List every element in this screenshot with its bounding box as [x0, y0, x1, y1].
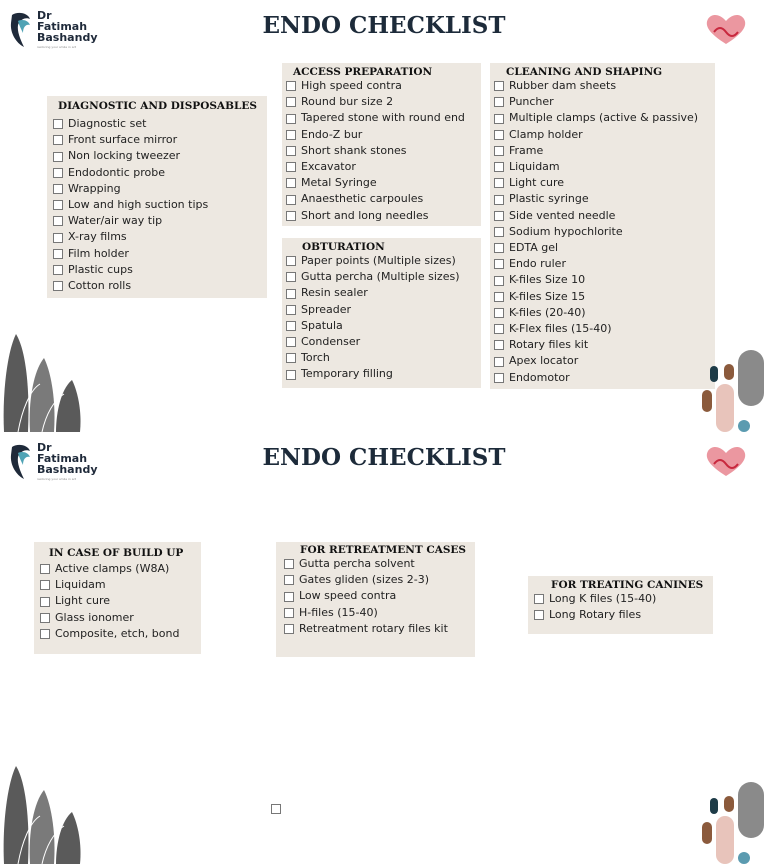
checklist-item[interactable]: Front surface mirror [53, 132, 267, 148]
checkbox[interactable] [494, 97, 504, 107]
checklist-item[interactable]: Rubber dam sheets [494, 78, 715, 94]
checkbox[interactable] [494, 259, 504, 269]
checkbox[interactable] [286, 289, 296, 299]
checklist-item[interactable]: Gutta percha solvent [284, 556, 475, 572]
checkbox[interactable] [494, 162, 504, 172]
checklist-item[interactable]: Puncher [494, 94, 715, 110]
checklist-item[interactable]: Water/air way tip [53, 213, 267, 229]
checkbox[interactable] [284, 559, 294, 569]
checklist-item[interactable]: Round bur size 2 [286, 94, 481, 110]
brand-name: Dr Fatimah Bashandy [37, 441, 98, 476]
checklist-item[interactable]: Wrapping [53, 181, 267, 197]
checkbox[interactable] [40, 564, 50, 574]
checkbox[interactable] [286, 178, 296, 188]
section-heading: FOR RETREATMENT CASES [300, 544, 467, 556]
checklist-item[interactable]: Tapered stone with round end [286, 110, 481, 126]
stones-decoration [700, 782, 768, 864]
section-heading: OBTURATION [302, 241, 385, 253]
section-heading: IN CASE OF BUILD UP [49, 547, 184, 559]
checkbox[interactable] [53, 184, 63, 194]
build-up-section [34, 542, 201, 654]
checkbox[interactable] [286, 114, 296, 124]
checkbox[interactable] [53, 200, 63, 210]
checklist-item[interactable]: Endo ruler [494, 256, 715, 272]
checklist-item[interactable]: K-files Size 15 [494, 289, 715, 305]
checkbox[interactable] [534, 610, 544, 620]
checkbox[interactable] [494, 211, 504, 221]
checklist-item[interactable]: Retreatment rotary files kit [284, 621, 475, 637]
checkbox[interactable] [286, 162, 296, 172]
checklist-item[interactable]: Low speed contra [284, 588, 475, 604]
checkbox[interactable] [53, 249, 63, 259]
checklist-item[interactable]: Long K files (15-40) [534, 591, 713, 607]
heart-stamp-icon [696, 440, 756, 480]
section-heading: FOR TREATING CANINES [551, 579, 704, 591]
checklist-item[interactable]: H-files (15-40) [284, 605, 475, 621]
checkbox[interactable] [286, 305, 296, 315]
checklist-item[interactable]: Metal Syringe [286, 175, 481, 191]
checkbox[interactable] [494, 146, 504, 156]
checkbox[interactable] [40, 613, 50, 623]
checkbox[interactable] [284, 608, 294, 618]
section-heading: ACCESS PREPARATION [293, 66, 433, 78]
checklist-item[interactable]: Sodium hypochlorite [494, 224, 715, 240]
checkbox[interactable] [284, 592, 294, 602]
checklist-item[interactable]: Excavator [286, 159, 481, 175]
checklist-item[interactable]: Side vented needle [494, 208, 715, 224]
checkbox[interactable] [494, 81, 504, 91]
retreatment-section [276, 542, 475, 657]
checklist-item[interactable]: Paper points (Multiple sizes) [286, 253, 481, 269]
checkbox[interactable] [286, 211, 296, 221]
checklist-item[interactable]: Gutta percha (Multiple sizes) [286, 269, 481, 285]
page-title: ENDO CHECKLIST [262, 12, 506, 39]
checklist-item[interactable]: Diagnostic set [53, 116, 267, 132]
checkbox[interactable] [494, 292, 504, 302]
checklist-item[interactable]: Plastic syringe [494, 191, 715, 207]
checkbox[interactable] [494, 130, 504, 140]
checkbox[interactable] [494, 178, 504, 188]
checkbox[interactable] [286, 353, 296, 363]
checklist-page-2 [0, 432, 768, 864]
checkbox[interactable] [286, 146, 296, 156]
brand-tagline: restoring your smile in art [37, 477, 77, 481]
checkbox[interactable] [286, 370, 296, 380]
checkbox[interactable] [53, 216, 63, 226]
checklist-item[interactable]: Low and high suction tips [53, 197, 267, 213]
checklist-item[interactable]: Liquidam [40, 577, 201, 593]
checklist-item[interactable]: K-Flex files (15-40) [494, 321, 715, 337]
checklist-item[interactable]: Endodontic probe [53, 165, 267, 181]
checklist-item[interactable]: K-files Size 10 [494, 272, 715, 288]
checkbox[interactable] [53, 233, 63, 243]
brand-name: Dr Fatimah Bashandy [37, 9, 98, 44]
heart-stamp-icon [696, 8, 756, 48]
leaf-decoration [0, 762, 100, 864]
checklist-item[interactable]: Multiple clamps (active & passive) [494, 110, 715, 126]
checklist-item[interactable]: Plastic cups [53, 262, 267, 278]
checklist-item[interactable]: Gates gliden (sizes 2-3) [284, 572, 475, 588]
checkbox[interactable] [53, 168, 63, 178]
checklist-item[interactable]: Light cure [494, 175, 715, 191]
checkbox[interactable] [286, 130, 296, 140]
checklist-item[interactable]: Glass ionomer [40, 610, 201, 626]
leaf-decoration [0, 330, 100, 432]
checkbox[interactable] [494, 324, 504, 334]
checklist-item[interactable]: EDTA gel [494, 240, 715, 256]
checklist-item[interactable]: Anaesthetic carpoules [286, 191, 481, 207]
checklist-item[interactable]: Temporary filling [286, 366, 481, 382]
checkbox[interactable] [286, 256, 296, 266]
stones-decoration [700, 350, 768, 432]
checklist-item[interactable]: Light cure [40, 593, 201, 609]
checkbox[interactable] [53, 265, 63, 275]
checkbox[interactable] [494, 227, 504, 237]
checkbox[interactable] [494, 308, 504, 318]
checkbox[interactable] [286, 97, 296, 107]
checkbox[interactable] [494, 276, 504, 286]
checklist-item[interactable]: Endomotor [494, 370, 715, 386]
obturation-section [282, 238, 481, 388]
checklist-item[interactable]: Non locking tweezer [53, 148, 267, 164]
canines-section [528, 576, 713, 634]
checkbox[interactable] [286, 337, 296, 347]
checklist-item[interactable]: Endo-Z bur [286, 127, 481, 143]
checkbox[interactable] [53, 281, 63, 291]
checklist-item[interactable]: Film holder [53, 246, 267, 262]
checkbox[interactable] [284, 575, 294, 585]
checklist-item[interactable]: Composite, etch, bond [40, 626, 201, 642]
checklist-item[interactable]: Liquidam [494, 159, 715, 175]
checkbox[interactable] [286, 195, 296, 205]
access-preparation-section [282, 63, 481, 226]
checkbox[interactable] [286, 81, 296, 91]
checkbox[interactable] [40, 629, 50, 639]
checkbox[interactable] [286, 321, 296, 331]
page-title: ENDO CHECKLIST [262, 444, 506, 471]
checklist-item[interactable]: Active clamps (W8A) [40, 561, 201, 577]
checklist-item[interactable]: Clamp holder [494, 127, 715, 143]
checklist-item[interactable]: Long Rotary files [534, 607, 713, 623]
checkbox[interactable] [494, 340, 504, 350]
checkbox[interactable] [286, 272, 296, 282]
checkbox[interactable] [534, 594, 544, 604]
checklist-item[interactable]: K-files (20-40) [494, 305, 715, 321]
section-heading: DIAGNOSTIC AND DISPOSABLES [58, 100, 257, 112]
checklist-item[interactable]: Short shank stones [286, 143, 481, 159]
checklist-item[interactable]: Short and long needles [286, 208, 481, 224]
checklist-item[interactable]: Spatula [286, 318, 481, 334]
checkbox[interactable] [494, 243, 504, 253]
checkbox[interactable] [494, 195, 504, 205]
cleaning-shaping-section [490, 63, 715, 389]
checklist-item[interactable]: Condenser [286, 334, 481, 350]
checklist-item[interactable]: Apex locator [494, 353, 715, 369]
checkbox[interactable] [494, 373, 504, 383]
checklist-item[interactable]: Torch [286, 350, 481, 366]
checklist-item[interactable]: Frame [494, 143, 715, 159]
checklist-item[interactable]: X-ray films [53, 229, 267, 245]
checkbox[interactable] [284, 624, 294, 634]
checklist-item[interactable]: Rotary files kit [494, 337, 715, 353]
checkbox[interactable] [53, 135, 63, 145]
brand-tagline: restoring your smile in art [37, 45, 77, 49]
empty-checkbox[interactable] [271, 804, 281, 814]
checklist-item[interactable]: Spreader [286, 302, 481, 318]
checklist-item[interactable]: High speed contra [286, 78, 481, 94]
checkbox[interactable] [494, 357, 504, 367]
section-heading: CLEANING AND SHAPING [506, 66, 663, 78]
checkbox[interactable] [53, 119, 63, 129]
checkbox[interactable] [494, 114, 504, 124]
checkbox[interactable] [53, 152, 63, 162]
diagnostic-section [47, 96, 267, 298]
checkbox[interactable] [40, 580, 50, 590]
checklist-item[interactable]: Resin sealer [286, 285, 481, 301]
checkbox[interactable] [40, 597, 50, 607]
checklist-item[interactable]: Cotton rolls [53, 278, 267, 294]
